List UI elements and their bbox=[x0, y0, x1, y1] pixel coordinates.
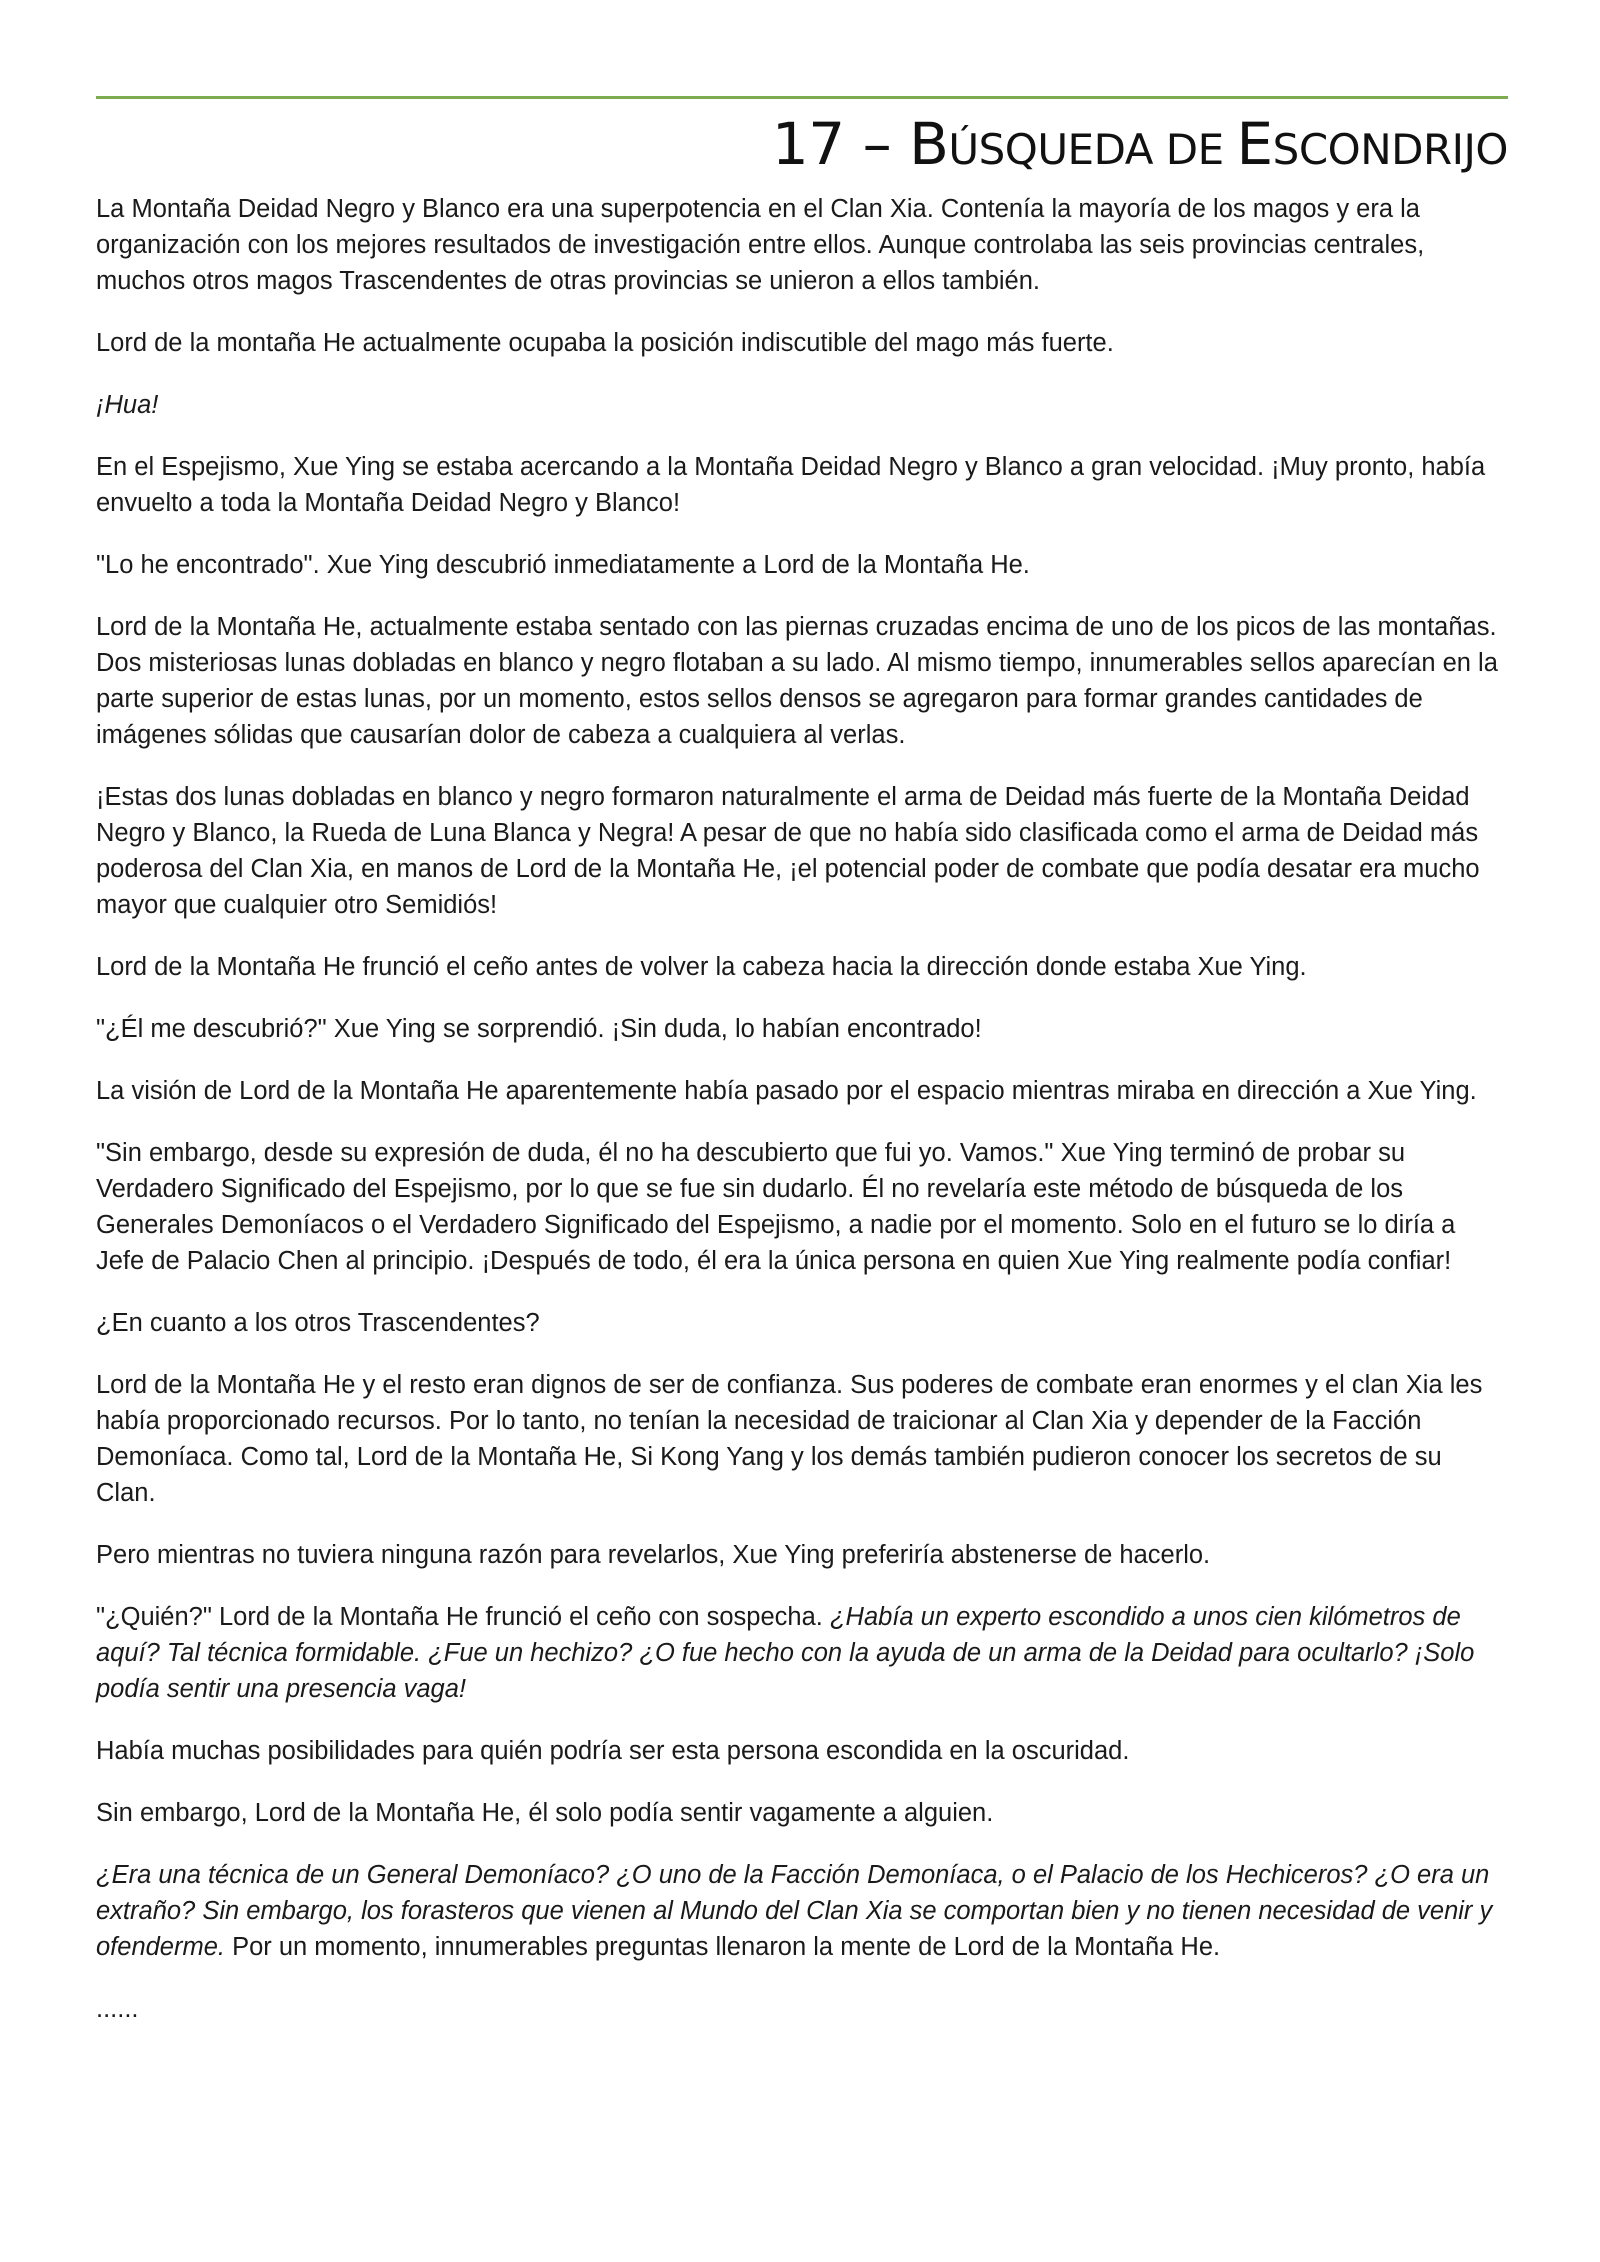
document-page bbox=[96, 96, 1508, 2053]
paragraph-mixed bbox=[96, 1857, 1508, 1965]
paragraph: "Sin embargo, desde su expresión de duda, él no ha descubierto que fui yo. Vamos." Xue Ying terminó de probar su Verdadero Significado del Espejismo, por lo que se fue sin dudarlo. Él no revelaría este método de búsqueda de los Generales Demoníacos o el Verdadero Significado del Espejismo, a nadie por el momento. Solo en el futuro se lo diría a Jefe de Palacio Chen al principio. ¡Después de todo, él era la única persona en quien Xue Ying realmente podía confiar! bbox=[96, 1138, 1456, 1275]
paragraph-normal-text: "¿Quién?" Lord de la Montaña He frunció el ceño con sospecha. bbox=[96, 1602, 830, 1631]
paragraph: La visión de Lord de la Montaña He aparentemente había pasado por el espacio mientras miraba en dirección a Xue Ying. bbox=[96, 1076, 1477, 1105]
paragraph: Lord de la Montaña He, actualmente estaba sentado con las piernas cruzadas encima de uno de los picos de las montañas. Dos misteriosas lunas dobladas en blanco y negro flotaban a su lado. Al mismo tiempo, innumerables sellos aparecían en la parte superior de estas lunas, por un momento, estos sellos densos se agregaron para formar grandes cantidades de imágenes sólidas que causarían dolor de cabeza a cualquiera al verlas. bbox=[96, 612, 1498, 749]
chapter-dash: – bbox=[844, 110, 910, 178]
chapter-title bbox=[96, 110, 1508, 178]
paragraph-italic-thought: ¿Era una técnica de un General Demoníaco? ¿O uno de la Facción Demoníaca, o el Palacio de los Hechiceros? ¿O era un extraño? Sin embargo, los forasteros que vienen al Mundo del Clan Xia se comportan bien y no tienen necesidad de venir y ofenderme. bbox=[96, 1860, 1493, 1961]
chapter-number: 17 bbox=[771, 110, 845, 178]
paragraph: Lord de la montaña He actualmente ocupaba la posición indiscutible del mago más fuerte. bbox=[96, 328, 1114, 357]
title-initial: E bbox=[1236, 110, 1273, 178]
paragraph: Pero mientras no tuviera ninguna razón para revelarlos, Xue Ying preferiría abstenerse de hacerlo. bbox=[96, 1540, 1211, 1569]
paragraph-italic-thought: ¿Había un experto escondido a unos cien kilómetros de aquí? Tal técnica formidable. ¿Fue un hechizo? ¿O fue hecho con la ayuda de un arma de la Deidad para ocultarlo? ¡Solo podía sentir una presencia vaga! bbox=[96, 1602, 1475, 1703]
paragraph: "Lo he encontrado". Xue Ying descubrió inmediatamente a Lord de la Montaña He. bbox=[96, 550, 1030, 579]
paragraph: En el Espejismo, Xue Ying se estaba acercando a la Montaña Deidad Negro y Blanco a gran velocidad. ¡Muy pronto, había envuelto a toda la Montaña Deidad Negro y Blanco! bbox=[96, 452, 1486, 517]
paragraph: La Montaña Deidad Negro y Blanco era una superpotencia en el Clan Xia. Contenía la mayoría de los magos y era la organización con los mejores resultados de investigación entre ellos. Aunque controlaba las seis provincias centrales, muchos otros magos Trascendentes de otras provincias se unieron a ellos también. bbox=[96, 194, 1425, 295]
paragraph-sound-effect: ¡Hua! bbox=[96, 390, 159, 419]
title-smallcaps: ÚSQUEDA DE bbox=[948, 125, 1237, 174]
paragraph: ¡Estas dos lunas dobladas en blanco y negro formaron naturalmente el arma de Deidad más fuerte de la Montaña Deidad Negro y Blanco, la Rueda de Luna Blanca y Negra! A pesar de que no había sido clasificada como el arma de Deidad más poderosa del Clan Xia, en manos de Lord de la Montaña He, ¡el potencial poder de combate que podía desatar era mucho mayor que cualquier otro Semidiós! bbox=[96, 782, 1480, 919]
paragraph: Sin embargo, Lord de la Montaña He, él solo podía sentir vagamente a alguien. bbox=[96, 1798, 994, 1827]
paragraph: "¿Él me descubrió?" Xue Ying se sorprendió. ¡Sin duda, lo habían encontrado! bbox=[96, 1014, 982, 1043]
paragraph: Había muchas posibilidades para quién podría ser esta persona escondida en la oscuridad. bbox=[96, 1736, 1130, 1765]
paragraph: ¿En cuanto a los otros Trascendentes? bbox=[96, 1308, 540, 1337]
paragraph-normal-text: Por un momento, innumerables preguntas llenaron la mente de Lord de la Montaña He. bbox=[225, 1932, 1221, 1961]
title-initial: B bbox=[909, 110, 949, 178]
paragraph: Lord de la Montaña He frunció el ceño antes de volver la cabeza hacia la dirección donde estaba Xue Ying. bbox=[96, 952, 1307, 981]
paragraph-ellipsis: ...... bbox=[96, 1994, 139, 2023]
chapter-body bbox=[96, 191, 1508, 2027]
title-smallcaps: SCONDRIJO bbox=[1272, 125, 1508, 174]
paragraph-mixed bbox=[96, 1599, 1508, 1707]
header-rule bbox=[96, 96, 1508, 99]
paragraph: Lord de la Montaña He y el resto eran dignos de ser de confianza. Sus poderes de combate eran enormes y el clan Xia les había proporcionado recursos. Por lo tanto, no tenían la necesidad de traicionar al Clan Xia y depender de la Facción Demoníaca. Como tal, Lord de la Montaña He, Si Kong Yang y los demás también pudieron conocer los secretos de su Clan. bbox=[96, 1370, 1483, 1507]
